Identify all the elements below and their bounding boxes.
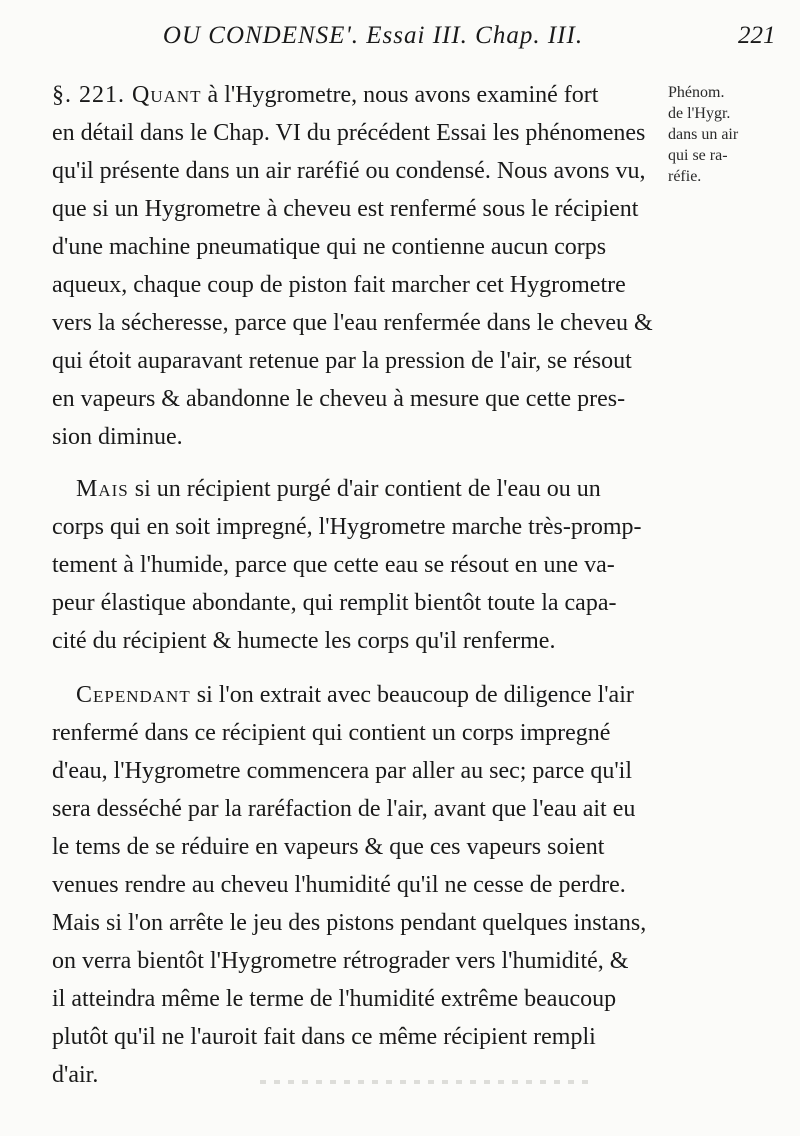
running-head [0, 22, 800, 58]
paragraph-lead: §. 221. Quant [52, 82, 202, 108]
text-line: que si un Hygrometre à cheveu est renfermé sous le récipient [52, 196, 639, 222]
text-line: peur élastique abondante, qui remplit bientôt toute la capa- [52, 590, 617, 616]
text-line: vers la sécheresse, parce que l'eau renfermée dans le cheveu & [52, 310, 653, 336]
text-line: corps qui en soit impregné, l'Hygrometre marche très-promp- [52, 514, 642, 540]
text-line: qui étoit auparavant retenue par la pression de l'air, se résout [52, 348, 632, 374]
text-line: cité du récipient & humecte les corps qu'il renferme. [52, 628, 556, 654]
text-line-rest: si un récipient purgé d'air contient de l'eau ou un [128, 476, 601, 502]
text-line [52, 76, 652, 114]
text-line-rest: à l'Hygrometre, nous avons examiné fort [201, 82, 599, 108]
margin-note [668, 82, 778, 187]
text-line: Mais si l'on arrête le jeu des pistons pendant quelques instans, [52, 910, 647, 936]
margin-note-line: qui se ra- [668, 147, 728, 164]
text-line: tement à l'humide, parce que cette eau se résout en une va- [52, 552, 615, 578]
page-number: 221 [738, 22, 776, 49]
running-head-title: OU CONDENSE'. Essai III. Chap. III. [162, 22, 584, 49]
paragraph-lead: Mais [76, 476, 129, 502]
paragraph-3 [52, 676, 652, 1094]
text-line: plutôt qu'il ne l'auroit fait dans ce même récipient rempli [52, 1024, 596, 1050]
margin-note-line: dans un air [668, 126, 739, 143]
text-line: en vapeurs & abandonne le cheveu à mesure que cette pres- [52, 386, 626, 412]
text-line: le tems de se réduire en vapeurs & que ces vapeurs soient [52, 834, 605, 860]
text-line [52, 676, 652, 714]
body-text [52, 76, 652, 1094]
text-line: aqueux, chaque coup de piston fait marcher cet Hygrometre [52, 272, 626, 298]
text-line: il atteindra même le terme de l'humidité extrême beaucoup [52, 986, 617, 1012]
text-line [52, 470, 652, 508]
text-line: renfermé dans ce récipient qui contient un corps impregné [52, 720, 611, 746]
text-line: d'air. [52, 1062, 99, 1088]
text-line: sion diminue. [52, 424, 183, 450]
text-line: sera desséché par la raréfaction de l'air, avant que l'eau ait eu [52, 796, 636, 822]
text-line: on verra bientôt l'Hygrometre rétrograder vers l'humidité, & [52, 948, 629, 974]
paragraph-lead: Cependant [76, 682, 191, 708]
margin-note-line: réfie. [668, 168, 702, 185]
paragraph-1 [52, 76, 652, 456]
print-bleed-mark [260, 1080, 590, 1084]
paragraph-2 [52, 470, 652, 660]
margin-note-line: de l'Hygr. [668, 105, 731, 122]
text-line: venues rendre au cheveu l'humidité qu'il ne cesse de perdre. [52, 872, 626, 898]
text-line-rest: si l'on extrait avec beaucoup de diligence l'air [190, 682, 634, 708]
text-line: en détail dans le Chap. VI du précédent Essai les phénomenes [52, 120, 646, 146]
text-line: d'eau, l'Hygrometre commencera par aller au sec; parce qu'il [52, 758, 633, 784]
text-line: qu'il présente dans un air raréfié ou condensé. Nous avons vu, [52, 158, 646, 184]
margin-note-line: Phénom. [668, 84, 725, 101]
text-line: d'une machine pneumatique qui ne contienne aucun corps [52, 234, 607, 260]
